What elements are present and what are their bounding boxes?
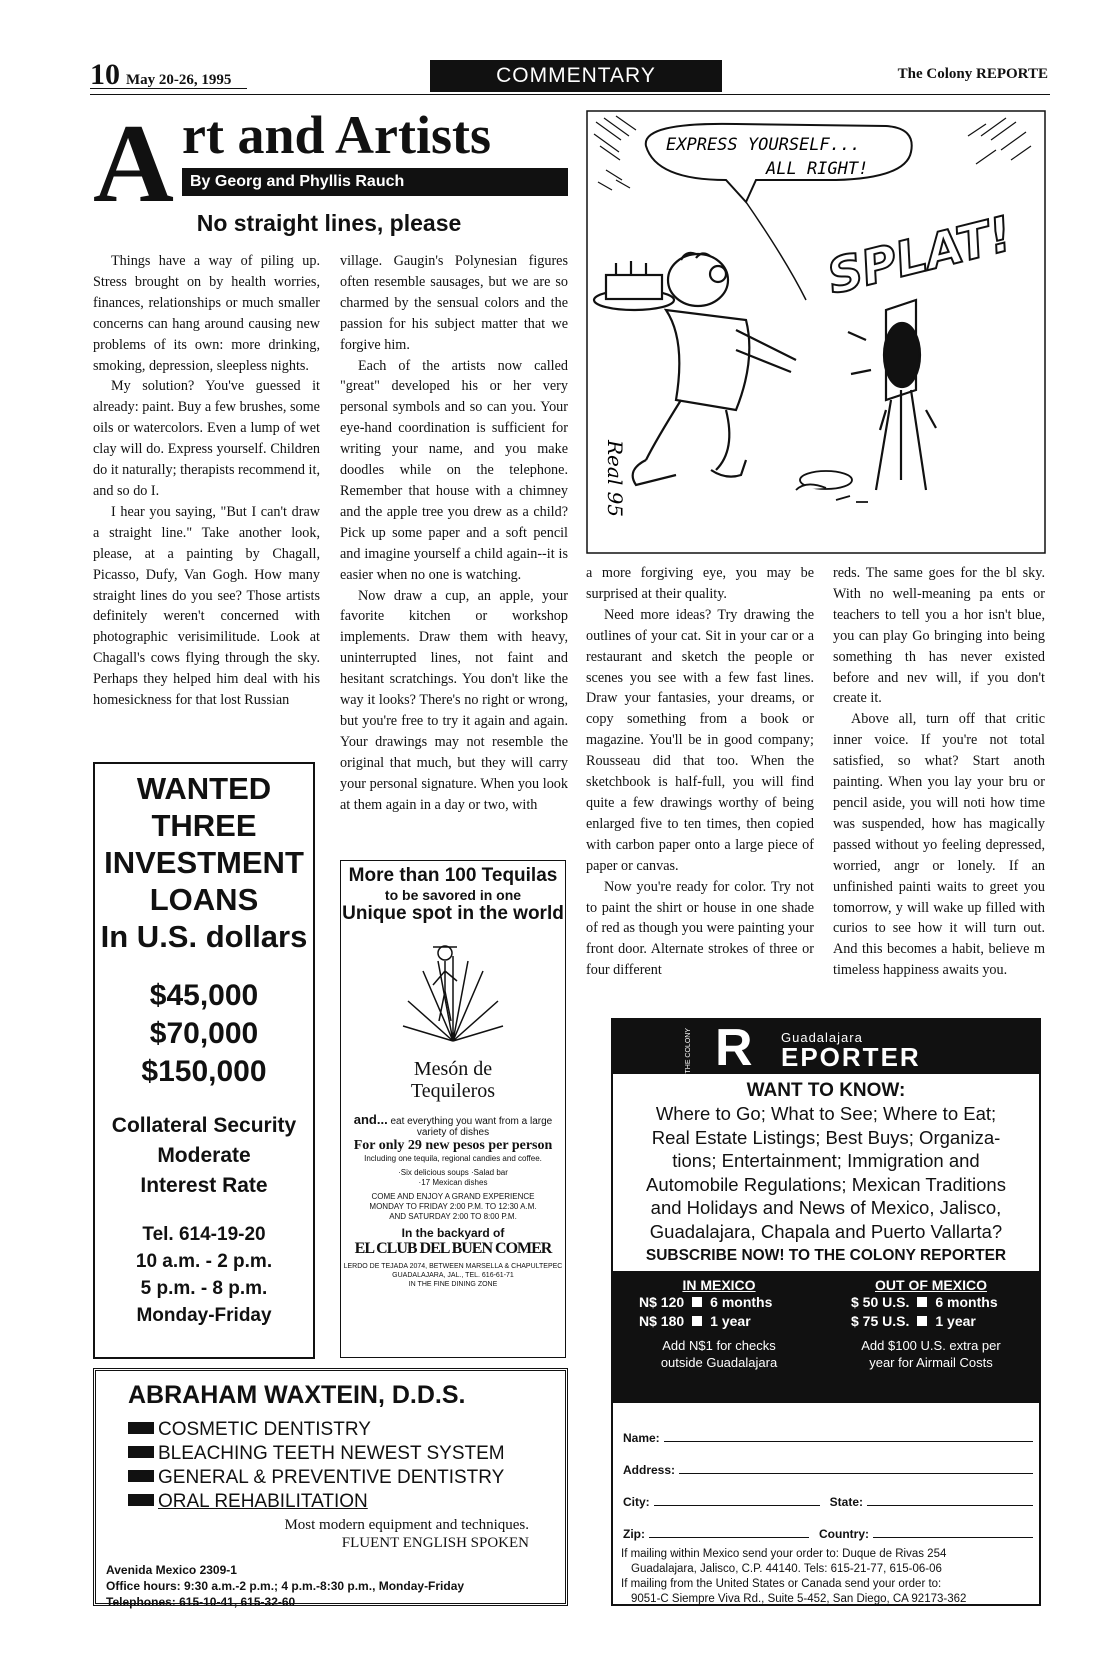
teq-backyard: In the backyard of [401, 1226, 505, 1240]
paragraph: Need more ideas? Try drawing the outlines of your cat. Sit in your car or a restaurant and sketch the people or scenes you see with a few fast lines. Draw your fantasies, your dreams, or copy something from a book or magazine. You'll be in good company; Rousseau did that too. When the sketchbook is half-full, you will find quite a few drawings worthy of being enlarged five to ten times, then copied with carbon paper onto a large piece of paper or canvas. [586, 606, 814, 874]
editorial-cartoon [586, 110, 1046, 554]
teq-line-2: to be savored in one [384, 887, 522, 903]
paragraph: Now you're ready for color. Try not to paint the shirt or house in one shade of red as though you were painting your front door. Alternate strokes of three or four different [586, 878, 814, 979]
paragraph: Each of the artists now called "great" developed his or her very personal symbols and so can you. Your eye-hand coordination is sufficient for writing your name, and you make doodles while on the telephone. Remember that house with a chimney and the apple tree you drew as a child? Pick up some paper and a soft pencil and imagine yourself a child again--it is easier when no one is watching. [340, 357, 568, 583]
service-item: COSMETIC DENTISTRY [128, 1418, 565, 1442]
easel [848, 300, 936, 490]
title-initial: A [93, 102, 174, 226]
teq-address: LERDO DE TEJADA 2074, BETWEEN MARSELLA & CHAPULTEPEC GUADALAJARA, JAL., TEL. 616-61-71 IN THE FINE DINING ZONE [343, 1263, 563, 1288]
service-item: BLEACHING TEETH NEWEST SYSTEM [128, 1442, 565, 1466]
service-item: GENERAL & PREVENTIVE DENTISTRY [128, 1466, 565, 1490]
byline: By Georg and Phyllis Rauch [182, 168, 568, 196]
reporter-prices [613, 1271, 1039, 1403]
address-field[interactable]: Address: [623, 1445, 1039, 1477]
dentist-tagline: Most modern equipment and techniques. FLUENT ENGLISH SPOKEN [284, 1517, 529, 1551]
teq-line-3: Unique spot in the world [342, 903, 564, 924]
agave-illustration [383, 931, 523, 1051]
page-header-left [90, 58, 231, 92]
header-rule [90, 94, 1050, 95]
paragraph: Things have a way of piling up. Stress brought on by health worries, finances, relationships or much smaller concerns can hang around causing new problems of its own: more drinking, smoking, depression, sleepless nights. [93, 253, 320, 374]
dentist-contact: Avenida Mexico 2309-1 Office hours: 9:30 a.m.-2 p.m.; 4 p.m.-8:30 p.m., Monday-Friday Telephones: 615-10-41, 615-32-60 [106, 1563, 465, 1609]
reporter-tagline: THE COLONY [685, 1028, 692, 1074]
reporter-logo-letter: R [715, 1019, 753, 1077]
ad-reporter-subscription [611, 1018, 1041, 1606]
ad-dentist [93, 1368, 568, 1609]
reporter-body: Where to Go; What to See; Where to Eat; Real Estate Listings; Best Buys; Organiza- tions; Entertainment; Immigration and Automobile Regulations; Mexican Traditions and Holidays and News of Mexico, Jalisco, Guadalajara, Chapala and Puerto Vallarta? [646, 1103, 1006, 1242]
teq-offer: and... eat everything you want from a large variety of dishes [353, 1112, 553, 1138]
teq-price: For only 29 new pesos per person [353, 1138, 553, 1153]
article-subhead: No straight lines, please [196, 210, 462, 236]
reporter-logo-bar [613, 1019, 1039, 1077]
ad-investment-loans [93, 762, 315, 1359]
splat-text: SPLAT! [821, 205, 1018, 306]
teq-club-logo: EL CLUB DEL BUEN COMER [354, 1240, 552, 1257]
price-abroad: OUT OF MEXICO $ 50 U.S. 6 months $ 75 U.S. 1 year Add $100 U.S. extra per year for Airmail Costs [851, 1277, 1001, 1370]
loan-amounts: $45,000 $70,000 $150,000 [141, 979, 267, 1088]
teq-includes: Including one tequila, regional candies and coffee. [364, 1154, 542, 1163]
mailing-instructions: If mailing within Mexico send your order to: Duque de Rivas 254 Guadalajara, Jalisco, C.P. 44140. Tels: 615-21-77, 615-06-06 If mailing from the United States or Canada send your order to: 9051-C Siempre Viva Rd., Suite 5-452, San Diego, CA 92173-362 [621, 1548, 967, 1605]
article-column-2 [340, 251, 568, 815]
paper-name: The Colony REPORTE [897, 66, 1048, 82]
section-banner: COMMENTARY [430, 60, 722, 92]
ad-meson-tequileros [340, 860, 566, 1358]
header-underline [90, 88, 247, 89]
page-number: 10 [90, 58, 120, 91]
paragraph: I hear you saying, "But I can't draw a straight line." Take another look, please, at a painting by Chagall, Picasso, Dufy, Van Gogh. How many straight lines do you see? Those artists definitely weren't concerned with photographic verisimilitude. Look at Chagall's cows flying through the sky. Perhaps they helped him deal with his homesickness for that lost Russian [93, 503, 320, 709]
paragraph: Now draw a cup, an apple, your favorite kitchen or workshop implements. Draw them with heavy, uninterrupted lines, not faint and hesitant scratchings. You don't like the way it looks? There's no right or wrong, but you're free to try it again and again. Your drawings may not resemble the original that much, but they will carry your personal signature. When you look at them again in a day or two, with [340, 587, 568, 813]
teq-promo: COME AND ENJOY A GRAND EXPERIENCE MONDAY TO FRIDAY 2:00 P.M. TO 12:30 A.M. AND SATURDAY 2:00 TO 8:00 P.M. [369, 1192, 537, 1221]
article-column-1 [93, 251, 320, 711]
paragraph: village. Gaugin's Polynesian figures often resemble sausages, but we are so charmed by the sensual colors and the passion for his subject matter that we forgive him. [340, 253, 568, 353]
teq-brand: Mesón de Tequileros [410, 1058, 496, 1102]
paragraph: My solution? You've guessed it already: paint. Buy a few brushes, some oils or watercolors. Even a lump of wet clay will do. Express yourself. Children do it naturally; therapists recommend it, and so do I. [93, 378, 320, 499]
teq-line-1: More than 100 Tequilas [348, 865, 558, 886]
teq-extras: ·Six delicious soups ·Salad bar ·17 Mexican dishes [398, 1168, 508, 1187]
article-column-3 [586, 563, 814, 981]
column-title: rt and Artists [182, 105, 491, 165]
issue-date: May 20-26, 1995 [126, 72, 232, 88]
paragraph: Above all, turn off that critic inner voice. If you're not total satisfied, so what? Start anoth painting. When you lay your bru or pencil aside, you will noti how time was suspended, how has magically passed without yo feeling depressed, worried, angr or lonely. If an unfinished painti waits to greet you tomorrow, y will wake up filled with curios to see how it will turn out. And this becomes a habit, believe m timeless happiness awaits you. [833, 711, 1045, 979]
artist-signature: Real 95 [603, 440, 627, 518]
paragraph: reds. The same goes for the bl sky. With no well-meaning pa ents or teachers to tell you a hor isn't blue, you can play Go bringing into being something th has never existed before and nev will, if you don't create it. [833, 565, 1045, 707]
subscription-form [613, 1403, 1039, 1541]
article-column-4 [833, 563, 1045, 981]
speech-line-1: EXPRESS YOURSELF... [666, 135, 861, 155]
speech-line-2: ALL RIGHT! [766, 159, 869, 179]
loan-terms: Collateral Security Moderate Interest Rate [111, 1114, 297, 1197]
dentist-services [128, 1418, 565, 1514]
reporter-logo-name: Guadalajara EPORTER [781, 1030, 921, 1072]
reporter-subscribe: SUBSCRIBE NOW! TO THE COLONY REPORTER [645, 1247, 1007, 1264]
paragraph: a more forgiving eye, you may be surprised at their quality. [586, 565, 814, 602]
service-item: ORAL REHABILITATION [128, 1490, 565, 1514]
cartoon-drawing [586, 110, 1046, 554]
city-state-field[interactable]: City: State: [623, 1477, 1039, 1509]
loans-headline: WANTED THREE INVESTMENT LOANS In U.S. dollars [100, 771, 308, 954]
price-mexico: IN MEXICO N$ 120 6 months N$ 180 1 year Add N$1 for checks outside Guadalajara [639, 1277, 778, 1370]
name-field[interactable]: Name: [623, 1413, 1039, 1445]
dentist-name: ABRAHAM WAXTEIN, D.D.S. [128, 1381, 466, 1409]
loan-contact: Tel. 614-19-20 10 a.m. - 2 p.m. 5 p.m. - 8 p.m. Monday-Friday [135, 1224, 273, 1326]
reporter-want: WANT TO KNOW: [746, 1080, 906, 1101]
zip-country-field[interactable]: Zip: Country: [623, 1509, 1039, 1541]
